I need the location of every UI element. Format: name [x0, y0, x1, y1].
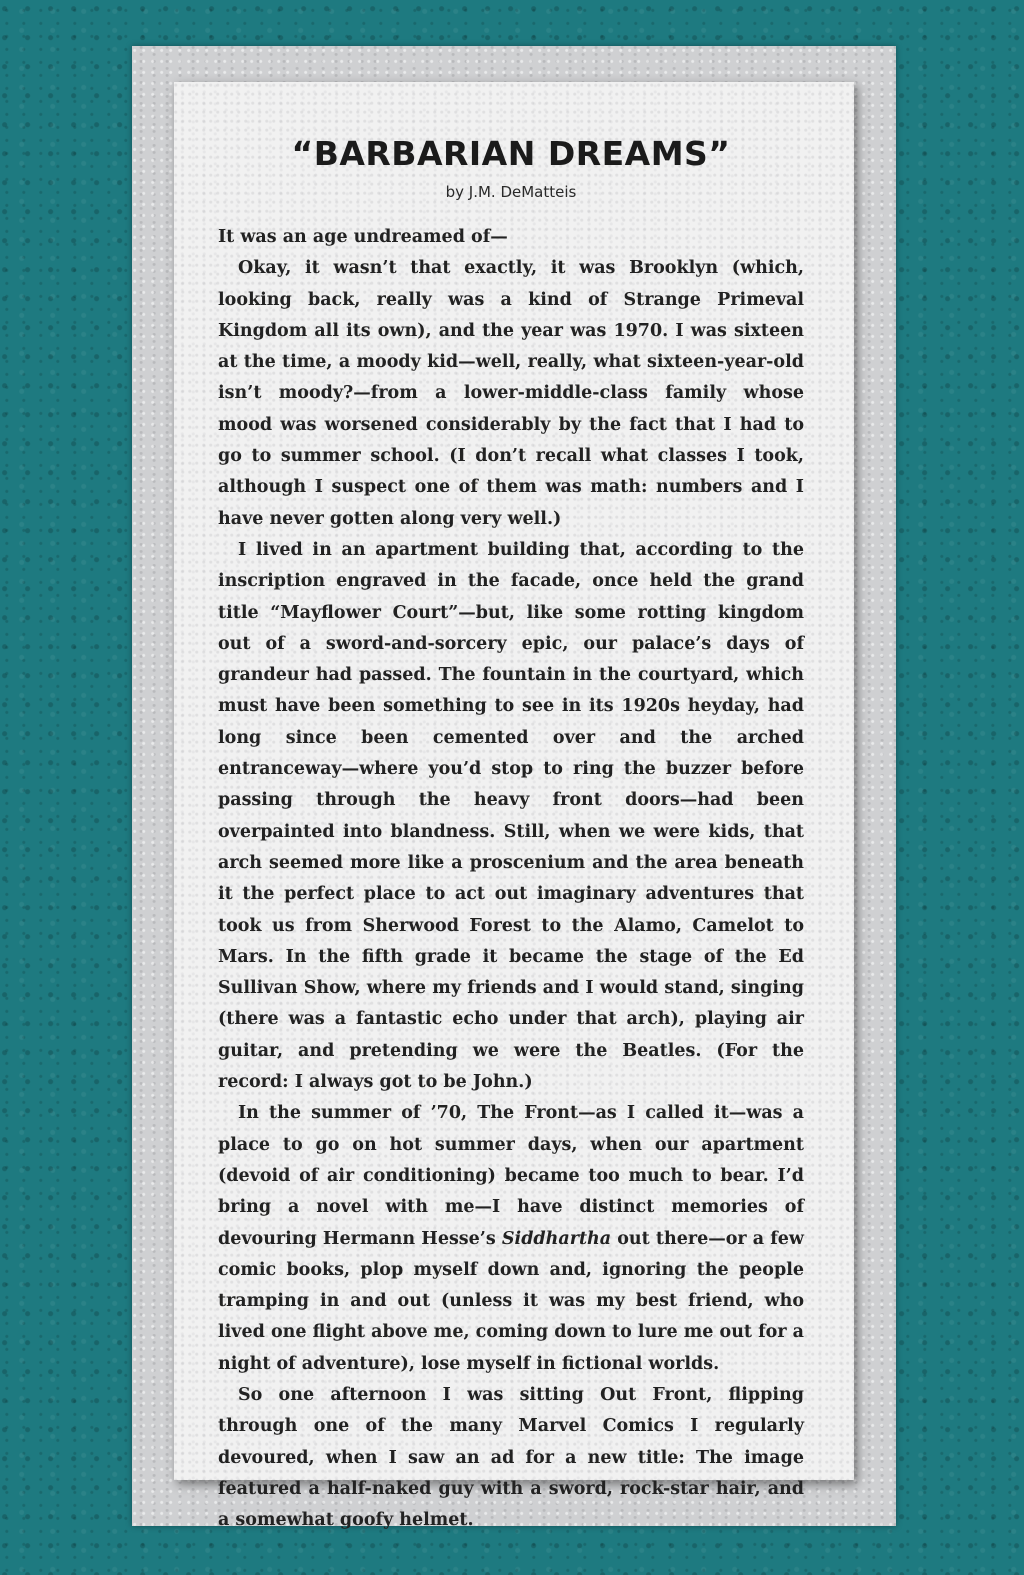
paragraph-4	[218, 1098, 804, 1380]
paragraph-3: I lived in an apartment building that, according to the inscription engraved in the facade, once held the grand title “Mayflower Court”—but, like some rotting kingdom out of a sword-and-sorcery epic, our palace’s days of grandeur had passed. The fountain in the courtyard, which must have been something to see in its 1920s heyday, had long since been cemented over and the arched entranceway—where you’d stop to ring the buzzer before passing through the heavy front doors—had been overpainted into blandness. Still, when we were kids, that arch seemed more like a proscenium and the area beneath it the perfect place to act out imaginary adventures that took us from Sherwood Forest to the Alamo, Camelot to Mars. In the fifth grade it became the stage of the Ed Sullivan Show, where my friends and I would stand, singing (there was a fantastic echo under that arch), playing air guitar, and pretending we were the Beatles. (For the record: I always got to be John.)	[218, 539, 804, 1093]
paragraph-4-part-2: out there—or a few comic books, plop myself down and, ignoring the people tramping in and out (unless it was my best friend, who lived one flight above me, coming down to lure me out for a night of adventure), lose myself in fictional worlds.	[218, 1228, 804, 1374]
article-content	[218, 132, 804, 1536]
article-body	[218, 222, 804, 1536]
paragraph-4-part-1: In the summer of ’70, The Front—as I called it—was a place to go on hot summer days, when our apartment (devoid of air conditioning) became too much to bear. I’d bring a novel with me—I have distinct memories of devouring Hermann Hesse’s	[218, 1103, 804, 1249]
article-title: “BARBARIAN DREAMS”	[291, 134, 731, 173]
paragraph-5: So one afternoon I was sitting Out Front, flipping through one of the many Marvel Comics I regularly devoured, when I saw an ad for a new title: The image featured a half-naked guy with a sword, rock-star hair, and a somewhat goofy helmet.	[218, 1384, 804, 1531]
paragraph-2: Okay, it wasn’t that exactly, it was Brooklyn (which, looking back, really was a kind of Strange Primeval Kingdom all its own), and the year was 1970. I was sixteen at the time, a moody kid—well, really, what sixteen-year-old isn’t moody?—from a lower-middle-class family whose mood was worsened considerably by the fact that I had to go to summer school. (I don’t recall what classes I took, although I suspect one of them was math: numbers and I have never gotten along very well.)	[218, 258, 804, 529]
article-byline: by J.M. DeMatteis	[445, 183, 577, 201]
book-title-siddhartha: Siddhartha	[501, 1228, 612, 1249]
paragraph-1: It was an age undreamed of—	[218, 227, 508, 247]
